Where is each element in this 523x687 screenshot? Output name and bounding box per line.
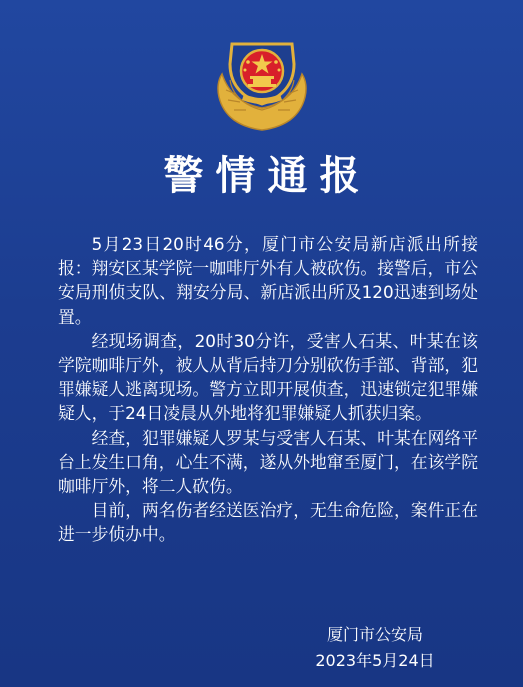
paragraph-3: 经查，犯罪嫌疑人罗某与受害人石某、叶某在网络平台上发生口角，心生不满，遂从外地窜至厦门，在该学院咖啡厅外，将二人砍伤。 — [58, 427, 478, 497]
notice-body — [58, 232, 478, 547]
paragraph-1: 5月23日20时46分，厦门市公安局新店派出所接报：翔安区某学院一咖啡厅外有人被砍伤。接警后，市公安局刑侦支队、翔安分局、新店派出所及120迅速到场处置。 — [58, 234, 478, 327]
signature-block — [300, 622, 450, 674]
police-badge-icon — [210, 34, 314, 132]
issue-date: 2023年5月24日 — [315, 651, 435, 670]
paragraph-4: 目前，两名伤者经送医治疗，无生命危险，案件正在进一步侦办中。 — [58, 500, 478, 545]
notice-title: 警情通报 — [163, 153, 372, 199]
issuer-name: 厦门市公安局 — [326, 625, 423, 644]
paragraph-2: 经现场调查，20时30分许，受害人石某、叶某在该学院咖啡厅外，被人从背后持刀分别砍伤手部、背部，犯罪嫌疑人逃离现场。警方立即开展侦查，迅速锁定犯罪嫌疑人，于24日凌晨从外地将犯罪嫌疑人抓获归案。 — [58, 330, 478, 424]
